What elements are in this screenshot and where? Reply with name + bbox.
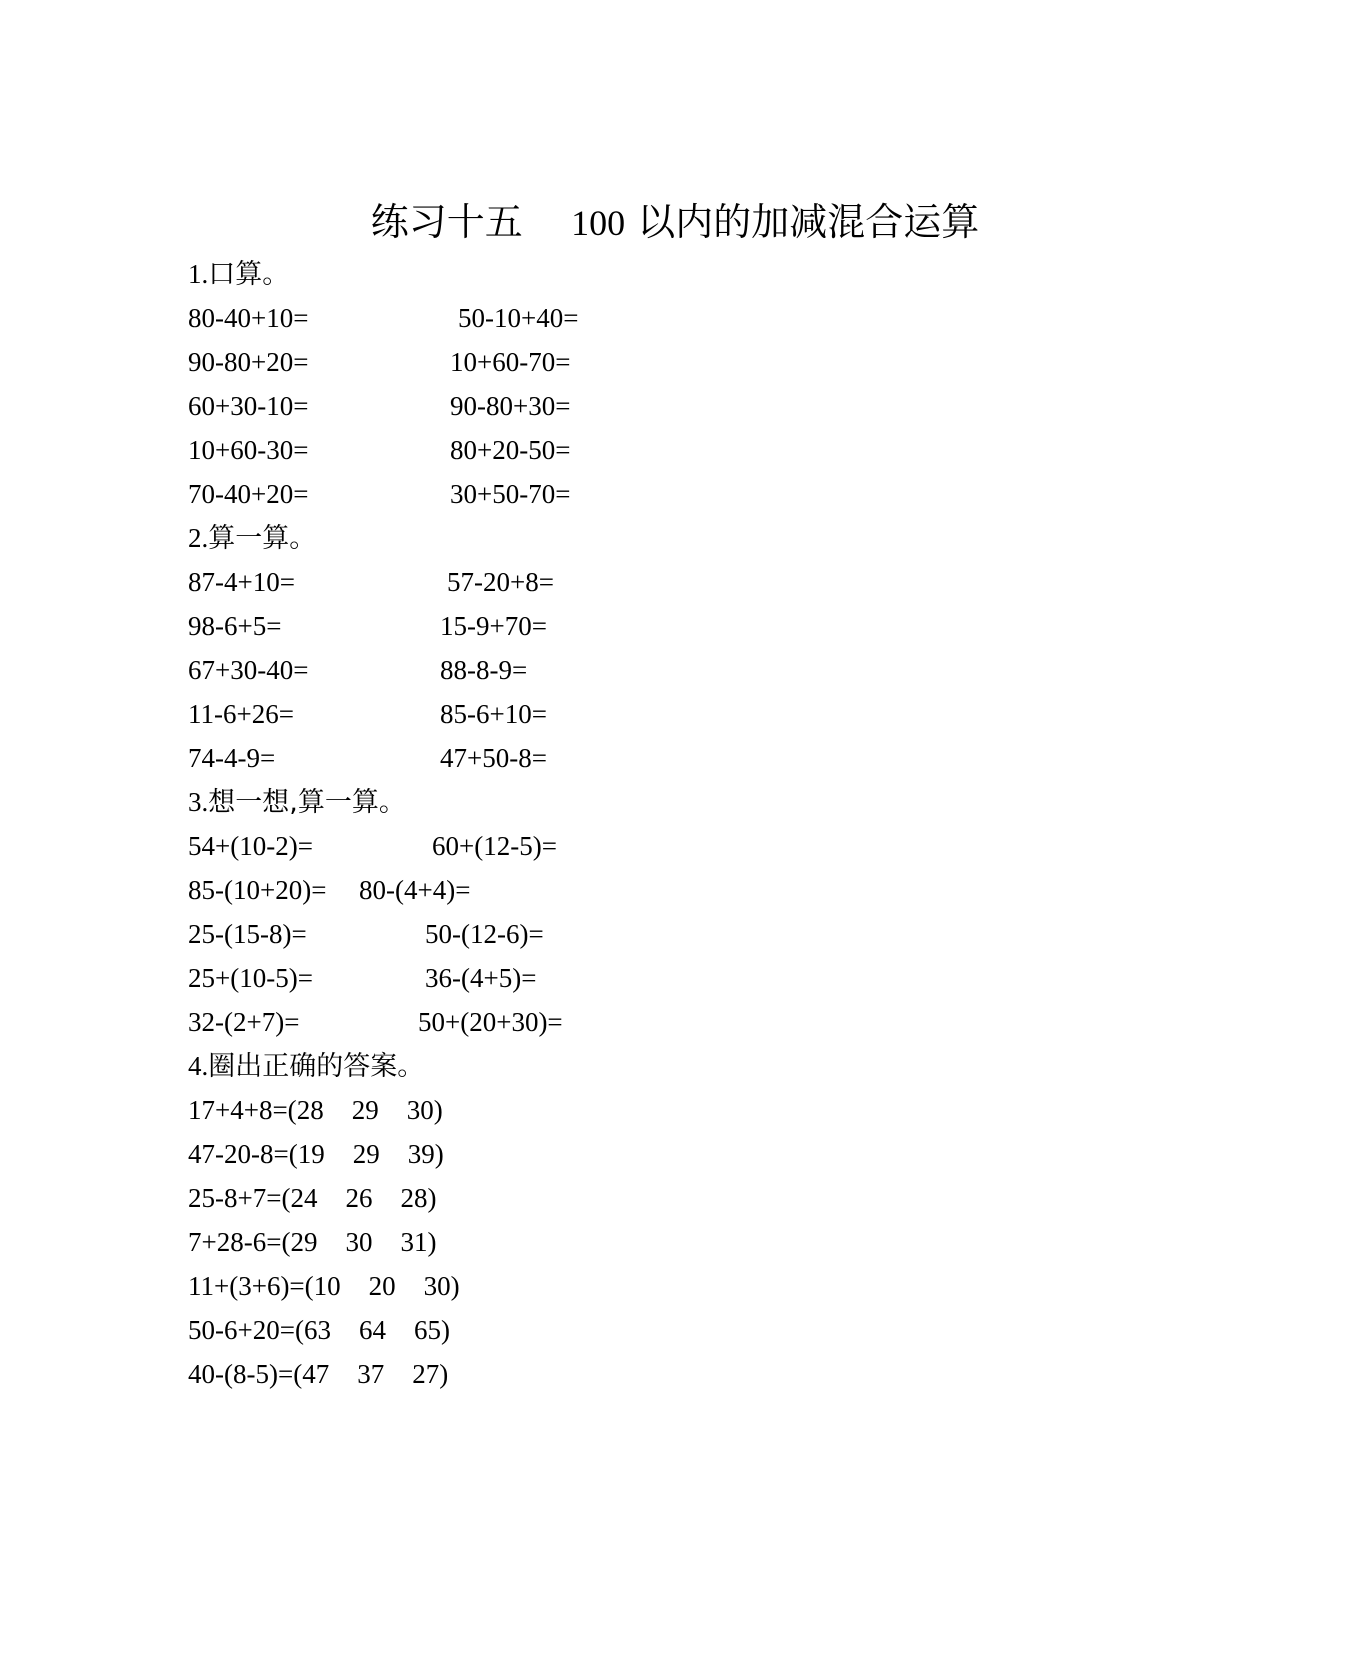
choice-option[interactable]: 63 (303, 1315, 331, 1345)
problem-row (188, 648, 1188, 692)
section-1-heading (188, 252, 1188, 296)
section-title: 算一算。 (208, 523, 317, 554)
problem-right: 50+(20+30)= (418, 1007, 563, 1037)
choice-row (188, 1352, 1188, 1396)
choice-option[interactable]: 24 (290, 1183, 318, 1213)
problem-left: 70-40+20= (188, 479, 309, 509)
choice-option[interactable]: 29 (290, 1227, 318, 1257)
problem-right: 57-20+8= (447, 567, 554, 597)
choice-option[interactable]: 31) (400, 1227, 437, 1257)
problem-row (188, 604, 1188, 648)
problem-left: 32-(2+7)= (188, 1007, 300, 1037)
problem-right: 47+50-8= (440, 743, 547, 773)
problem-right: 80-(4+4)= (359, 875, 471, 905)
choice-option[interactable]: 37 (357, 1359, 385, 1389)
section-title: 口算。 (208, 259, 290, 290)
page-title (0, 198, 1350, 247)
choice-expression: 47-20-8=( (188, 1139, 298, 1169)
problem-right: 50-(12-6)= (425, 919, 544, 949)
choice-row (188, 1220, 1188, 1264)
problem-right: 90-80+30= (450, 391, 571, 421)
problem-row (188, 560, 1188, 604)
choice-expression: 50-6+20=( (188, 1315, 304, 1345)
worksheet-content (188, 252, 1188, 1396)
choice-row (188, 1176, 1188, 1220)
choice-expression: 11+(3+6)=( (188, 1271, 314, 1301)
problem-row (188, 824, 1188, 868)
section-number: 3. (188, 787, 209, 817)
section-4-heading (188, 1044, 1188, 1088)
problem-left: 80-40+10= (188, 303, 309, 333)
section-number: 1. (188, 259, 209, 289)
problem-left: 87-4+10= (188, 567, 295, 597)
problem-left: 54+(10-2)= (188, 831, 313, 861)
choice-row (188, 1264, 1188, 1308)
choice-row (188, 1088, 1188, 1132)
choice-option[interactable]: 30) (406, 1095, 443, 1125)
problem-row (188, 1000, 1188, 1044)
choice-option[interactable]: 30 (345, 1227, 373, 1257)
problem-row (188, 296, 1188, 340)
choice-option[interactable]: 30) (423, 1271, 460, 1301)
choice-option[interactable]: 28) (400, 1183, 437, 1213)
choice-expression: 25-8+7=( (188, 1183, 291, 1213)
choice-option[interactable]: 39) (407, 1139, 444, 1169)
title-part-3: 以内的加减混合运算 (637, 200, 980, 244)
problem-left: 85-(10+20)= (188, 875, 327, 905)
choice-expression: 7+28-6=( (188, 1227, 291, 1257)
problem-row (188, 472, 1188, 516)
choice-option[interactable]: 28 (296, 1095, 324, 1125)
choice-option[interactable]: 65) (413, 1315, 450, 1345)
problem-left: 10+60-30= (188, 435, 309, 465)
problem-row (188, 340, 1188, 384)
problem-right: 36-(4+5)= (425, 963, 537, 993)
problem-left: 25+(10-5)= (188, 963, 313, 993)
choice-option[interactable]: 10 (313, 1271, 341, 1301)
choice-option[interactable]: 29 (351, 1095, 379, 1125)
problem-row (188, 736, 1188, 780)
section-title: 想一想,算一算。 (208, 787, 406, 818)
problem-row (188, 956, 1188, 1000)
problem-left: 90-80+20= (188, 347, 309, 377)
problem-right: 88-8-9= (440, 655, 528, 685)
problem-row (188, 692, 1188, 736)
problem-left: 25-(15-8)= (188, 919, 307, 949)
problem-left: 11-6+26= (188, 699, 294, 729)
choice-option[interactable]: 19 (297, 1139, 325, 1169)
choice-expression: 40-(8-5)=( (188, 1359, 303, 1389)
problem-left: 98-6+5= (188, 611, 282, 641)
problem-right: 60+(12-5)= (432, 831, 557, 861)
section-number: 2. (188, 523, 209, 553)
choice-option[interactable]: 47 (302, 1359, 330, 1389)
choice-row (188, 1132, 1188, 1176)
problem-row (188, 428, 1188, 472)
problem-row (188, 912, 1188, 956)
problem-right: 85-6+10= (440, 699, 547, 729)
section-2-heading (188, 516, 1188, 560)
section-title: 圈出正确的答案。 (208, 1051, 425, 1082)
problem-row (188, 384, 1188, 428)
choice-option[interactable]: 20 (368, 1271, 396, 1301)
choice-option[interactable]: 29 (352, 1139, 380, 1169)
title-part-1: 练习十五 (370, 200, 523, 244)
problem-right: 50-10+40= (458, 303, 579, 333)
section-3-heading (188, 780, 1188, 824)
problem-left: 67+30-40= (188, 655, 309, 685)
problem-right: 80+20-50= (450, 435, 571, 465)
problem-left: 74-4-9= (188, 743, 276, 773)
problem-right: 10+60-70= (450, 347, 571, 377)
title-part-2: 100 (571, 203, 626, 243)
choice-option[interactable]: 26 (345, 1183, 373, 1213)
choice-option[interactable]: 27) (412, 1359, 449, 1389)
choice-row (188, 1308, 1188, 1352)
choice-option[interactable]: 64 (358, 1315, 386, 1345)
problem-row (188, 868, 1188, 912)
problem-right: 30+50-70= (450, 479, 571, 509)
problem-left: 60+30-10= (188, 391, 309, 421)
problem-right: 15-9+70= (440, 611, 547, 641)
section-number: 4. (188, 1051, 209, 1081)
choice-expression: 17+4+8=( (188, 1095, 297, 1125)
